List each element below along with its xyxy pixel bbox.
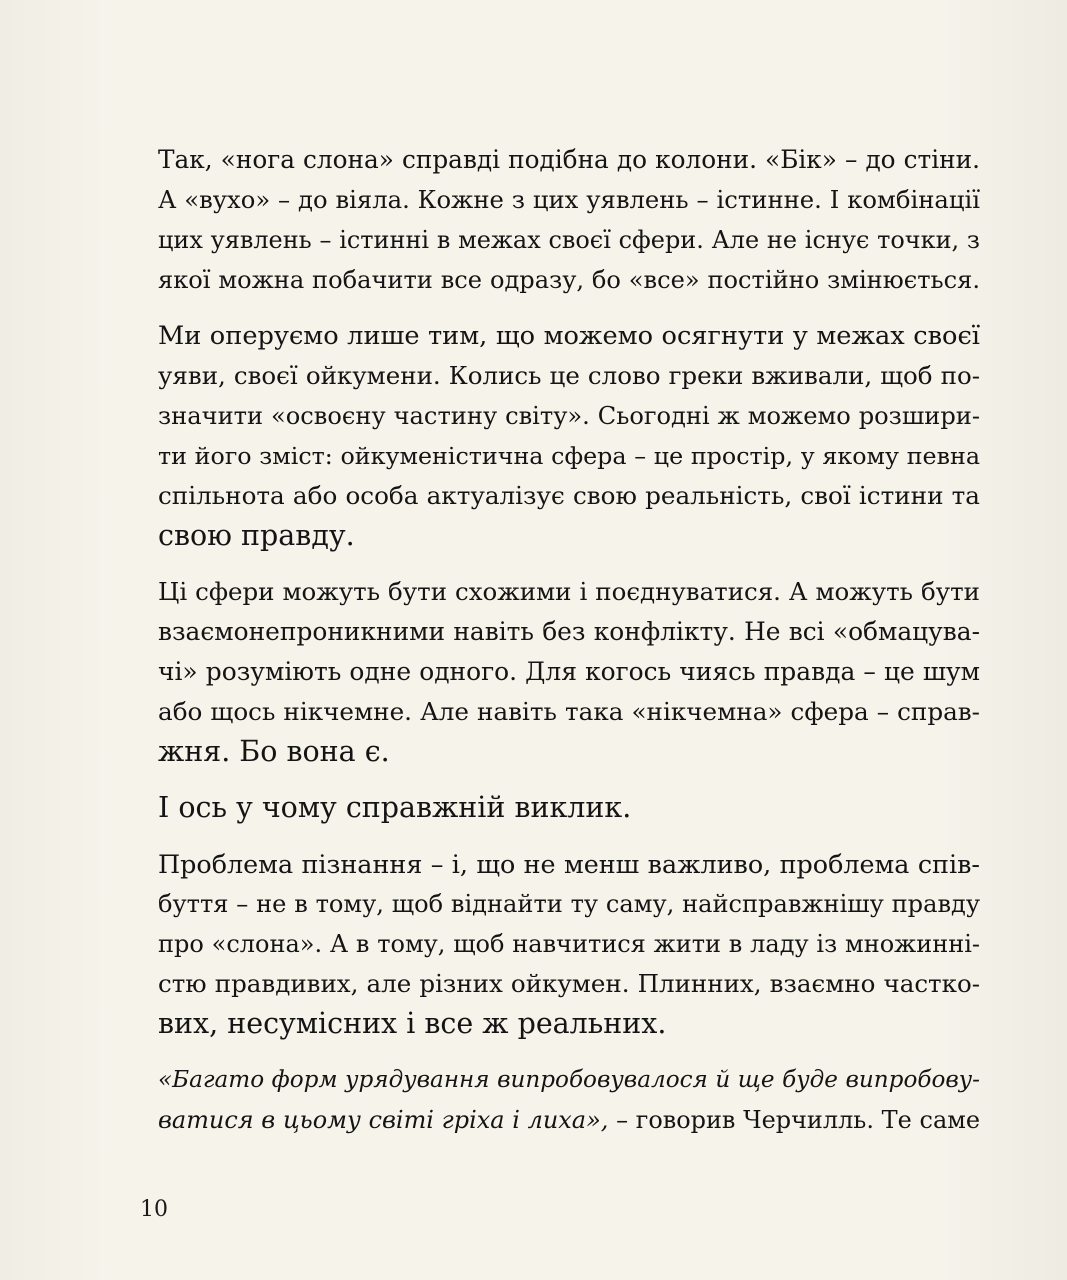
text-line: буття – не в тому, щоб віднайти ту саму, найсправжнішу правду	[158, 890, 980, 918]
text-line: уяви, своєї ойкумени. Колись це слово греки вживали, щоб по-	[158, 361, 980, 390]
text-line: жня. Бо вона є.	[158, 735, 390, 768]
body-text	[140, 140, 980, 1156]
text-line: якої можна побачити все одразу, бо «все» постійно змінюється.	[158, 266, 980, 294]
paragraph-5	[140, 844, 980, 1044]
text-line: цих уявлень – істинні в межах своєї сфери. Але не існує точки, з	[158, 226, 980, 254]
quote-regular-text: – говорив Черчилль. Те саме	[608, 1106, 981, 1134]
text-line: Так, «нога слона» справді подібна до колони. «Бік» – до стіни.	[158, 145, 980, 174]
paragraph-4	[140, 788, 980, 828]
text-line: Ми оперуємо лише тим, що можемо осягнути у межах своєї	[158, 321, 980, 351]
paragraph-quote	[140, 1060, 980, 1140]
paragraph-3	[140, 572, 980, 772]
text-line: або щось нікчемне. Але навіть така «нікчемна» сфера – справ-	[158, 697, 980, 726]
text-line: І ось у чому справжній виклик.	[158, 791, 632, 824]
text-line: вих, несумісних і все ж реальних.	[158, 1007, 667, 1040]
quote-line-mixed	[140, 1100, 980, 1140]
text-line: ти його зміст: ойкуменістична сфера – це простір, у якому певна	[158, 442, 980, 470]
text-line: Проблема пізнання – і, що не менш важливо, проблема спів-	[158, 849, 980, 879]
text-line: значити «освоєну частину світу». Сьогодні ж можемо розшири-	[158, 402, 980, 430]
text-line: про «слона». А в тому, щоб навчитися жити в ладу із множинні-	[158, 930, 980, 958]
text-line: взаємонепроникними навіть без конфлікту. Не всі «обмацува-	[158, 617, 980, 646]
paragraph-2	[140, 316, 980, 556]
text-line: спільнота або особа актуалізує свою реальність, свої істини та	[158, 481, 980, 510]
quote-line: «Багато форм урядування випробовувалося й ще буде випробову-	[158, 1067, 980, 1093]
quote-italic-text: ватися в цьому світі гріха і лиха»,	[158, 1106, 609, 1134]
paragraph-1	[140, 140, 980, 300]
page-number: 10	[140, 1197, 168, 1222]
text-line: Ці сфери можуть бути схожими і поєднуватися. А можуть бути	[158, 577, 980, 606]
text-line: А «вухо» – до віяла. Кожне з цих уявлень – істинне. І комбінації	[158, 185, 980, 214]
text-line: свою правду.	[158, 519, 355, 552]
text-line: чі» розуміють одне одного. Для когось чиясь правда – це шум	[158, 657, 980, 686]
text-line: стю правдивих, але різних ойкумен. Плинних, взаємно частко-	[158, 969, 980, 998]
